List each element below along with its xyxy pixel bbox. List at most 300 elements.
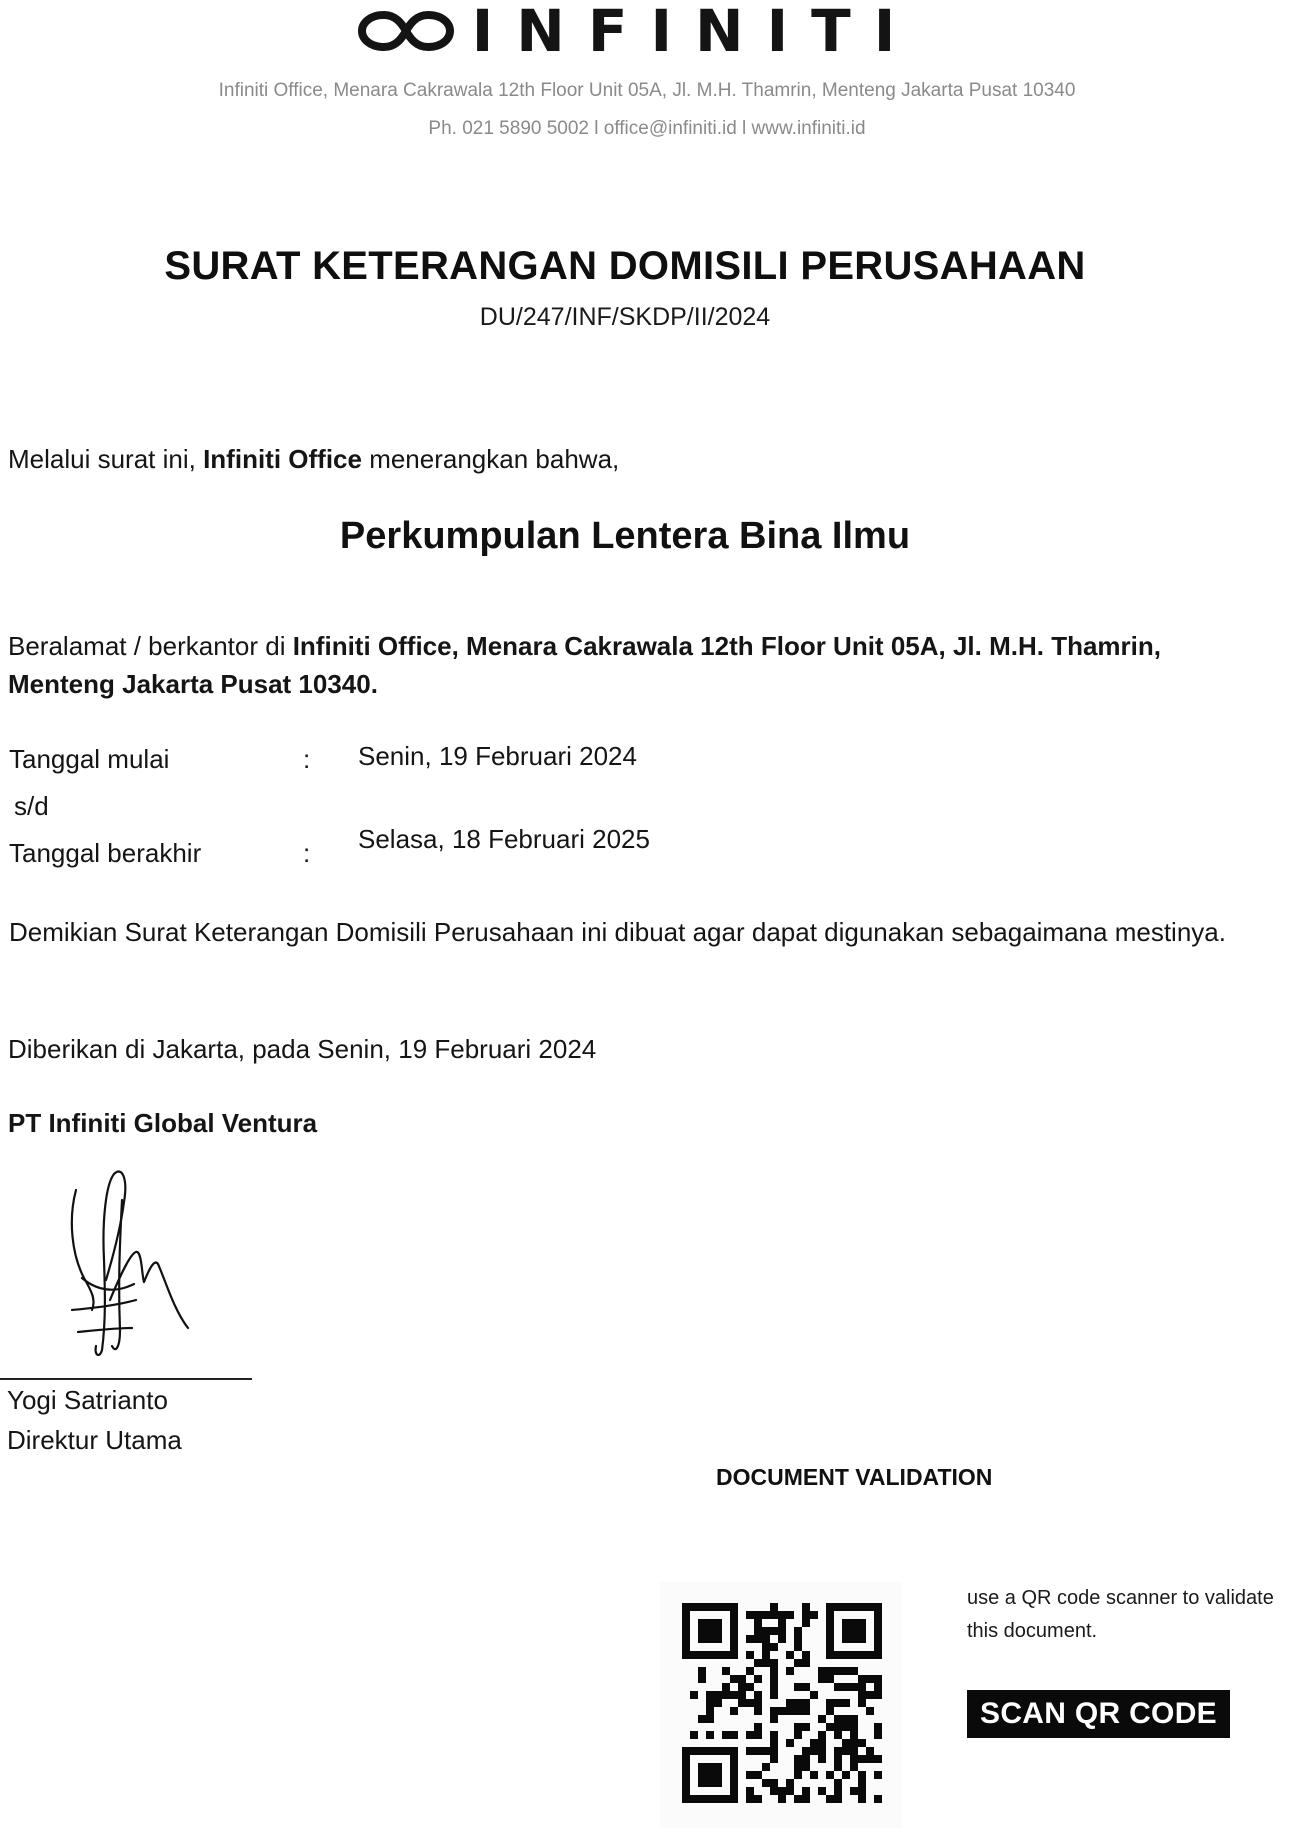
- qr-module: [874, 1731, 882, 1739]
- qr-module: [858, 1755, 866, 1763]
- qr-module: [770, 1779, 778, 1787]
- qr-module: [818, 1747, 826, 1755]
- qr-module: [834, 1715, 842, 1723]
- closing-paragraph: Demikian Surat Keterangan Domisili Perusahaan ini dibuat agar dapat digunakan sebagaimana mestinya.: [9, 917, 1226, 947]
- qr-module: [778, 1707, 786, 1715]
- qr-module: [682, 1603, 690, 1611]
- qr-module: [738, 1675, 746, 1683]
- period-separator: s/d: [14, 791, 49, 821]
- qr-module: [682, 1755, 690, 1763]
- qr-module: [754, 1795, 762, 1803]
- qr-module: [826, 1627, 834, 1635]
- qr-module: [770, 1787, 778, 1795]
- qr-module: [826, 1651, 834, 1659]
- qr-module: [834, 1787, 842, 1795]
- qr-module: [730, 1603, 738, 1611]
- qr-module: [842, 1627, 850, 1635]
- qr-module: [858, 1739, 866, 1747]
- qr-module: [730, 1643, 738, 1651]
- qr-module: [818, 1715, 826, 1723]
- qr-module: [762, 1779, 770, 1787]
- qr-module: [698, 1667, 706, 1675]
- qr-module: [858, 1619, 866, 1627]
- qr-module: [850, 1603, 858, 1611]
- qr-module: [706, 1715, 714, 1723]
- document-title: SURAT KETERANGAN DOMISILI PERUSAHAAN: [164, 244, 1086, 288]
- qr-module: [874, 1611, 882, 1619]
- qr-module: [730, 1691, 738, 1699]
- qr-module: [714, 1651, 722, 1659]
- qr-module: [714, 1635, 722, 1643]
- qr-module: [746, 1635, 754, 1643]
- qr-module: [706, 1619, 714, 1627]
- qr-module: [826, 1771, 834, 1779]
- qr-module: [850, 1619, 858, 1627]
- qr-module: [786, 1667, 794, 1675]
- qr-module: [754, 1731, 762, 1739]
- qr-module: [690, 1651, 698, 1659]
- qr-module: [754, 1723, 762, 1731]
- qr-module: [770, 1715, 778, 1723]
- qr-module: [706, 1779, 714, 1787]
- qr-module: [778, 1787, 786, 1795]
- qr-module: [714, 1699, 722, 1707]
- qr-module: [858, 1627, 866, 1635]
- qr-module: [834, 1699, 842, 1707]
- qr-module: [730, 1675, 738, 1683]
- qr-module: [698, 1779, 706, 1787]
- qr-module: [810, 1691, 818, 1699]
- qr-module: [730, 1627, 738, 1635]
- end-date-value: Selasa, 18 Februari 2025: [358, 824, 650, 854]
- qr-module: [722, 1651, 730, 1659]
- qr-module: [770, 1659, 778, 1667]
- qr-module: [682, 1635, 690, 1643]
- start-date-label: Tanggal mulai: [9, 744, 170, 774]
- qr-module: [770, 1707, 778, 1715]
- qr-module: [810, 1739, 818, 1747]
- address-prefix: Beralamat / berkantor di: [8, 631, 293, 661]
- qr-module: [810, 1747, 818, 1755]
- qr-module: [778, 1635, 786, 1643]
- qr-module: [698, 1651, 706, 1659]
- qr-module: [706, 1603, 714, 1611]
- qr-module: [682, 1651, 690, 1659]
- intro-bold: Infiniti Office: [203, 444, 362, 474]
- qr-module: [746, 1683, 754, 1691]
- company-name: PT Infiniti Global Ventura: [8, 1108, 318, 1138]
- qr-module: [802, 1659, 810, 1667]
- qr-module: [762, 1651, 770, 1659]
- qr-module: [802, 1603, 810, 1611]
- qr-module: [746, 1787, 754, 1795]
- qr-module: [690, 1795, 698, 1803]
- qr-module: [842, 1603, 850, 1611]
- document-number: DU/247/INF/SKDP/II/2024: [479, 303, 771, 331]
- qr-module: [834, 1723, 842, 1731]
- validation-title: DOCUMENT VALIDATION: [716, 1464, 993, 1490]
- qr-module: [698, 1603, 706, 1611]
- qr-module: [722, 1603, 730, 1611]
- scan-qr-button[interactable]: SCAN QR CODE: [967, 1690, 1230, 1738]
- office-address: Infiniti Office, Menara Cakrawala 12th Floor Unit 05A, Jl. M.H. Thamrin, Menteng Jakarta Pusat 10340: [218, 80, 1076, 101]
- qr-module: [770, 1675, 778, 1683]
- qr-module: [778, 1627, 786, 1635]
- qr-module: [746, 1667, 754, 1675]
- qr-module: [706, 1651, 714, 1659]
- qr-module: [746, 1747, 754, 1755]
- qr-module: [722, 1747, 730, 1755]
- qr-module: [762, 1627, 770, 1635]
- qr-module: [850, 1715, 858, 1723]
- qr-module: [802, 1795, 810, 1803]
- qr-module: [826, 1643, 834, 1651]
- qr-module: [714, 1627, 722, 1635]
- qr-module: [818, 1755, 826, 1763]
- qr-module: [762, 1659, 770, 1667]
- qr-module: [714, 1747, 722, 1755]
- qr-module: [730, 1707, 738, 1715]
- qr-module: [866, 1707, 874, 1715]
- qr-module: [874, 1795, 882, 1803]
- qr-module: [730, 1731, 738, 1739]
- qr-module: [842, 1635, 850, 1643]
- end-date-label: Tanggal berakhir: [9, 838, 202, 868]
- qr-module: [826, 1635, 834, 1643]
- qr-module: [754, 1619, 762, 1627]
- qr-module: [786, 1707, 794, 1715]
- qr-module: [842, 1683, 850, 1691]
- qr-module: [722, 1795, 730, 1803]
- start-date-value: Senin, 19 Februari 2024: [358, 741, 637, 771]
- entity-name: Perkumpulan Lentera Bina Ilmu: [339, 515, 911, 557]
- qr-module: [858, 1675, 866, 1683]
- qr-module: [730, 1635, 738, 1643]
- qr-module: [730, 1747, 738, 1755]
- qr-module: [842, 1747, 850, 1755]
- validation-note: use a QR code scanner to validate this document.: [967, 1587, 1274, 1642]
- qr-module: [706, 1699, 714, 1707]
- qr-module: [834, 1667, 842, 1675]
- qr-module: [770, 1627, 778, 1635]
- qr-module: [850, 1723, 858, 1731]
- given-at: Diberikan di Jakarta, pada Senin, 19 Februari 2024: [8, 1034, 597, 1064]
- qr-module: [754, 1699, 762, 1707]
- qr-module: [682, 1795, 690, 1803]
- signature-image: [62, 1160, 202, 1360]
- qr-module: [770, 1739, 778, 1747]
- qr-module: [842, 1619, 850, 1627]
- qr-module: [746, 1651, 754, 1659]
- qr-module: [794, 1723, 802, 1731]
- qr-module: [834, 1683, 842, 1691]
- qr-module: [722, 1683, 730, 1691]
- qr-module: [826, 1699, 834, 1707]
- qr-module: [690, 1691, 698, 1699]
- qr-module: [794, 1627, 802, 1635]
- qr-module: [770, 1755, 778, 1763]
- qr-module: [818, 1739, 826, 1747]
- qr-module: [706, 1635, 714, 1643]
- address-paragraph: [8, 627, 1258, 703]
- qr-module: [706, 1771, 714, 1779]
- qr-module: [842, 1651, 850, 1659]
- qr-module: [818, 1675, 826, 1683]
- qr-module: [874, 1723, 882, 1731]
- qr-module: [874, 1691, 882, 1699]
- qr-module: [794, 1683, 802, 1691]
- qr-module: [874, 1643, 882, 1651]
- qr-module: [842, 1715, 850, 1723]
- qr-module: [714, 1779, 722, 1787]
- qr-module: [802, 1755, 810, 1763]
- brand-header: [0, 0, 1294, 65]
- qr-module: [802, 1611, 810, 1619]
- qr-module: [874, 1635, 882, 1643]
- qr-module: [802, 1707, 810, 1715]
- qr-module: [866, 1747, 874, 1755]
- qr-module: [794, 1635, 802, 1643]
- qr-module: [842, 1771, 850, 1779]
- qr-module: [802, 1619, 810, 1627]
- qr-module: [786, 1651, 794, 1659]
- qr-module: [794, 1643, 802, 1651]
- qr-module: [842, 1723, 850, 1731]
- qr-module: [786, 1787, 794, 1795]
- qr-module: [826, 1675, 834, 1683]
- qr-module: [802, 1699, 810, 1707]
- qr-module: [802, 1747, 810, 1755]
- qr-module: [754, 1627, 762, 1635]
- qr-module: [698, 1635, 706, 1643]
- qr-module: [874, 1675, 882, 1683]
- qr-module: [826, 1667, 834, 1675]
- qr-module: [866, 1691, 874, 1699]
- qr-module: [706, 1731, 714, 1739]
- qr-module: [794, 1731, 802, 1739]
- qr-module: [754, 1771, 762, 1779]
- qr-module: [858, 1635, 866, 1643]
- intro-sentence: [8, 440, 619, 478]
- qr-module: [730, 1779, 738, 1787]
- qr-module: [866, 1651, 874, 1659]
- qr-module: [778, 1611, 786, 1619]
- qr-module: [682, 1771, 690, 1779]
- qr-module: [850, 1651, 858, 1659]
- qr-module: [682, 1643, 690, 1651]
- qr-module: [722, 1691, 730, 1699]
- qr-module: [682, 1627, 690, 1635]
- qr-module: [730, 1787, 738, 1795]
- qr-module: [850, 1635, 858, 1643]
- qr-module: [826, 1603, 834, 1611]
- qr-module: [858, 1603, 866, 1611]
- qr-module: [698, 1627, 706, 1635]
- qr-module: [834, 1603, 842, 1611]
- qr-module: [842, 1739, 850, 1747]
- qr-module: [874, 1683, 882, 1691]
- qr-module: [730, 1771, 738, 1779]
- qr-module: [682, 1763, 690, 1771]
- qr-module: [714, 1763, 722, 1771]
- signer-name: Yogi Satrianto: [7, 1385, 168, 1415]
- qr-module: [834, 1779, 842, 1787]
- qr-module: [802, 1763, 810, 1771]
- qr-module: [690, 1603, 698, 1611]
- qr-module: [850, 1763, 858, 1771]
- qr-module: [714, 1603, 722, 1611]
- qr-module: [818, 1667, 826, 1675]
- qr-module: [834, 1747, 842, 1755]
- qr-module: [778, 1619, 786, 1627]
- intro-prefix: Melalui surat ini,: [8, 444, 204, 474]
- qr-module: [730, 1763, 738, 1771]
- qr-module: [746, 1771, 754, 1779]
- qr-module: [874, 1619, 882, 1627]
- qr-module: [850, 1787, 858, 1795]
- qr-module: [826, 1795, 834, 1803]
- qr-module: [826, 1723, 834, 1731]
- address-bold: Infiniti Office, Menara Cakrawala 12th Floor Unit 05A, Jl. M.H. Thamrin, Menteng Jakarta Pusat 10340.: [8, 631, 1161, 699]
- qr-module: [746, 1731, 754, 1739]
- qr-module: [746, 1795, 754, 1803]
- qr-module: [866, 1755, 874, 1763]
- qr-module: [698, 1795, 706, 1803]
- qr-module: [770, 1611, 778, 1619]
- qr-module: [754, 1611, 762, 1619]
- qr-module: [754, 1659, 762, 1667]
- qr-module: [850, 1667, 858, 1675]
- qr-module: [794, 1771, 802, 1779]
- qr-module: [714, 1795, 722, 1803]
- qr-module: [690, 1731, 698, 1739]
- qr-module: [834, 1731, 842, 1739]
- qr-module: [858, 1651, 866, 1659]
- qr-module: [722, 1667, 730, 1675]
- qr-module: [770, 1603, 778, 1611]
- qr-module: [818, 1787, 826, 1795]
- qr-module: [858, 1699, 866, 1707]
- qr-module: [850, 1683, 858, 1691]
- qr-module: [834, 1755, 842, 1763]
- qr-module: [762, 1611, 770, 1619]
- qr-module: [794, 1699, 802, 1707]
- qr-module: [858, 1691, 866, 1699]
- qr-module: [770, 1731, 778, 1739]
- qr-module: [866, 1675, 874, 1683]
- qr-module: [834, 1651, 842, 1659]
- qr-module: [858, 1683, 866, 1691]
- qr-module: [706, 1627, 714, 1635]
- qr-module: [786, 1779, 794, 1787]
- qr-module: [858, 1771, 866, 1779]
- qr-module: [794, 1707, 802, 1715]
- qr-module: [730, 1795, 738, 1803]
- qr-module: [874, 1771, 882, 1779]
- qr-module: [698, 1619, 706, 1627]
- qr-module: [810, 1611, 818, 1619]
- qr-module: [682, 1779, 690, 1787]
- qr-module: [730, 1755, 738, 1763]
- qr-module: [706, 1691, 714, 1699]
- qr-module: [794, 1763, 802, 1771]
- qr-module: [794, 1659, 802, 1667]
- qr-module: [698, 1771, 706, 1779]
- qr-module: [778, 1795, 786, 1803]
- qr-module: [754, 1747, 762, 1755]
- qr-module: [706, 1707, 714, 1715]
- qr-module: [850, 1739, 858, 1747]
- qr-module: [762, 1763, 770, 1771]
- qr-module: [754, 1675, 762, 1683]
- qr-module: [770, 1667, 778, 1675]
- qr-module: [834, 1763, 842, 1771]
- infinity-logo-icon: [356, 6, 456, 56]
- qr-module: [770, 1683, 778, 1691]
- qr-module: [818, 1731, 826, 1739]
- qr-module: [802, 1683, 810, 1691]
- qr-module: [858, 1779, 866, 1787]
- qr-module: [770, 1691, 778, 1699]
- qr-module: [754, 1635, 762, 1643]
- qr-module: [738, 1683, 746, 1691]
- qr-module: [682, 1619, 690, 1627]
- qr-module: [714, 1691, 722, 1699]
- qr-module: [682, 1787, 690, 1795]
- office-contact: Ph. 021 5890 5002 l office@infiniti.id l www.infiniti.id: [428, 118, 866, 139]
- qr-module: [762, 1643, 770, 1651]
- qr-module: [738, 1691, 746, 1699]
- qr-module: [698, 1747, 706, 1755]
- qr-module: [786, 1699, 794, 1707]
- qr-module: [730, 1611, 738, 1619]
- qr-module: [722, 1731, 730, 1739]
- intro-suffix: menerangkan bahwa,: [361, 444, 620, 474]
- qr-module: [682, 1747, 690, 1755]
- qr-module: [794, 1795, 802, 1803]
- qr-module: [706, 1747, 714, 1755]
- end-date-colon: :: [303, 838, 311, 868]
- qr-module: [690, 1747, 698, 1755]
- qr-module: [762, 1635, 770, 1643]
- qr-module: [826, 1611, 834, 1619]
- qr-code-icon[interactable]: [682, 1603, 882, 1803]
- qr-module: [698, 1715, 706, 1723]
- qr-module: [770, 1643, 778, 1651]
- qr-module: [714, 1619, 722, 1627]
- qr-module: [850, 1627, 858, 1635]
- qr-module: [850, 1747, 858, 1755]
- qr-module: [802, 1723, 810, 1731]
- qr-module: [698, 1763, 706, 1771]
- qr-module: [730, 1651, 738, 1659]
- qr-module: [826, 1707, 834, 1715]
- qr-module: [850, 1731, 858, 1739]
- qr-module: [874, 1651, 882, 1659]
- qr-module: [802, 1651, 810, 1659]
- start-date-colon: :: [303, 744, 311, 774]
- qr-module: [786, 1739, 794, 1747]
- qr-module: [754, 1691, 762, 1699]
- qr-module: [858, 1787, 866, 1795]
- qr-module: [786, 1611, 794, 1619]
- qr-module: [746, 1611, 754, 1619]
- qr-module: [874, 1603, 882, 1611]
- signer-title: Direktur Utama: [7, 1425, 182, 1455]
- qr-module: [826, 1619, 834, 1627]
- qr-module: [842, 1667, 850, 1675]
- qr-module: [810, 1771, 818, 1779]
